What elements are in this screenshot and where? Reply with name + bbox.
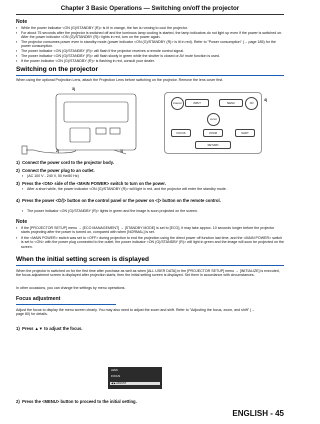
step-3: 3) Press the <ON> side of the <MAIN POWER> switch to turn on the power. (16, 181, 166, 186)
section-rule (16, 265, 284, 266)
step-3-detail: ▪ After a short while, the power indicator <ON (G)/STANDBY (R)> will light in red, and the projector will enter the standby mode. (27, 187, 284, 191)
focus-step-2: 2) Press the <MENU> button to proceed to the initial setting. (16, 399, 137, 404)
focus-adjust-panel (108, 367, 162, 389)
focus-description: Adjust the focus to display the menu screen clearly. You may also need to adjust the zoom and shift. Refer to "Adjusting the focus, zoom, and shift" (→ page 80) for details. (16, 308, 255, 317)
shift-button[interactable]: SHIFT (235, 129, 255, 137)
section-intro-2: In other occasions, you can change the settings by menu operations. (16, 286, 126, 290)
note-item: ▪ If the [PROJECTOR SETUP] menu → [ECO MANAGEMENT] → [STANDBY MODE] is set to [ECO], it may take approx. 10 seconds longer before the projector starts projecting after the power is turned on, compared with when [NORMAL] is set. (21, 226, 284, 235)
note-item: ▪ The power indicator <ON (G)/STANDBY (R)> will flash slowly in green while the shutter is closed or AV mute function is used. (21, 54, 284, 58)
sub-heading-focus: Focus adjustment (16, 296, 61, 302)
callout-step-3: 3) (72, 87, 76, 91)
step-1: 1) Connect the power cord to the projector body. (16, 160, 114, 165)
callout-step-4: 4) (264, 98, 268, 102)
callout-step-2: 2) (56, 149, 60, 153)
input-button[interactable]: INPUT (185, 99, 209, 107)
return-button[interactable]: RETURN (195, 141, 231, 149)
section-title-initial-setting: When the initial setting screen is displayed (16, 256, 149, 263)
panel-lens-label: LENS (111, 369, 118, 372)
section-intro: When using the optional Projection Lens, attach the Projection Lens before switching on the projector. Remove the lens cover first. (16, 78, 224, 82)
section-rule (16, 75, 284, 76)
note-item: ▪ The power indicator <ON (G)/STANDBY (R)> will flash if the projector receives a remote control signal. (21, 49, 284, 53)
note-item: ▪ If the power indicator <ON (G)/STANDBY (R)> is flashing in red, consult your dealer. (21, 59, 284, 63)
note-label: Note (16, 19, 28, 25)
focus-step-1: 1) Press ▲▼ to adjust the focus. (16, 326, 83, 331)
step-2: 2) Connect the power plug to an outlet. (16, 168, 95, 173)
note-item: ▪ The projector consumes power even in standby mode (power indicator <ON (G)/STANDBY (R)> is lit in red). Refer to "Power consumption" (→ page 185) for the power consumption. (21, 40, 284, 49)
power-on-button[interactable]: ON (245, 97, 258, 110)
page-number: ENGLISH - 45 (232, 409, 284, 418)
note-item: ▪ For about 75 seconds after the projector is switched off and the luminous lamp cooling is started, the lamp indicators do not light up even if the power is switched on. After the power indicator <ON (G)/STANDBY (R)> lights in red, turn on the power again. (21, 31, 284, 40)
note-label: Note (16, 219, 28, 225)
control-panel (164, 92, 262, 154)
sub-heading-rule (16, 304, 116, 305)
chapter-header: Chapter 3 Basic Operations — Switching on/off the projector (60, 5, 240, 12)
panel-adjust-row[interactable]: ◀ ▶ ADJUST (110, 382, 160, 385)
note-item: ▪ While the power indicator <ON (G)/STANDBY (R)> is lit in orange, the fan is running to cool the projector. (21, 26, 284, 30)
step-4-detail: ▪ The power indicator <ON (G)/STANDBY (R)> lights in green and the image is soon projected on the screen. (27, 209, 284, 213)
section-intro: When the projector is switched on for the first time after purchase as well as when [ALL USER DATA] in the [PROJECTOR SETUP] menu → [INITIALIZE] is executed, the focus adjustment screen is displayed after projection starts, then the initial setting screen is displayed. Set them in accordance with circumstances. (16, 269, 280, 278)
panel-focus-label: FOCUS (111, 375, 121, 378)
step-2-detail: ▪ (AC 100 V - 240 V, 50 Hz/60 Hz) (27, 174, 284, 178)
enter-button[interactable]: ENTER (207, 113, 220, 126)
section-title-switching-on: Switching on the projector (16, 66, 98, 73)
menu-button[interactable]: MENU (219, 99, 243, 107)
focus-button[interactable]: FOCUS (171, 129, 191, 137)
header-rule (16, 14, 284, 15)
zoom-button[interactable]: ZOOM (203, 129, 223, 137)
step-4: 4) Press the power <⏻/|> button on the control panel or the power on <|> button on the remote control. (16, 198, 221, 203)
note-item: ▪ If the <MAIN POWER> switch was set to <OFF> during projection to end the projection using the direct power off function last time, and the <MAIN POWER> switch is set to <ON> with the power plug connected to the outlet, the power indicator <ON (G)/STANDBY (R)> will light in green and the image will soon be projected on the screen. (21, 236, 284, 249)
standby-button[interactable]: STANDBY (171, 97, 184, 110)
callout-step-1: 1) (120, 149, 124, 153)
power-on-diagram (16, 88, 284, 156)
